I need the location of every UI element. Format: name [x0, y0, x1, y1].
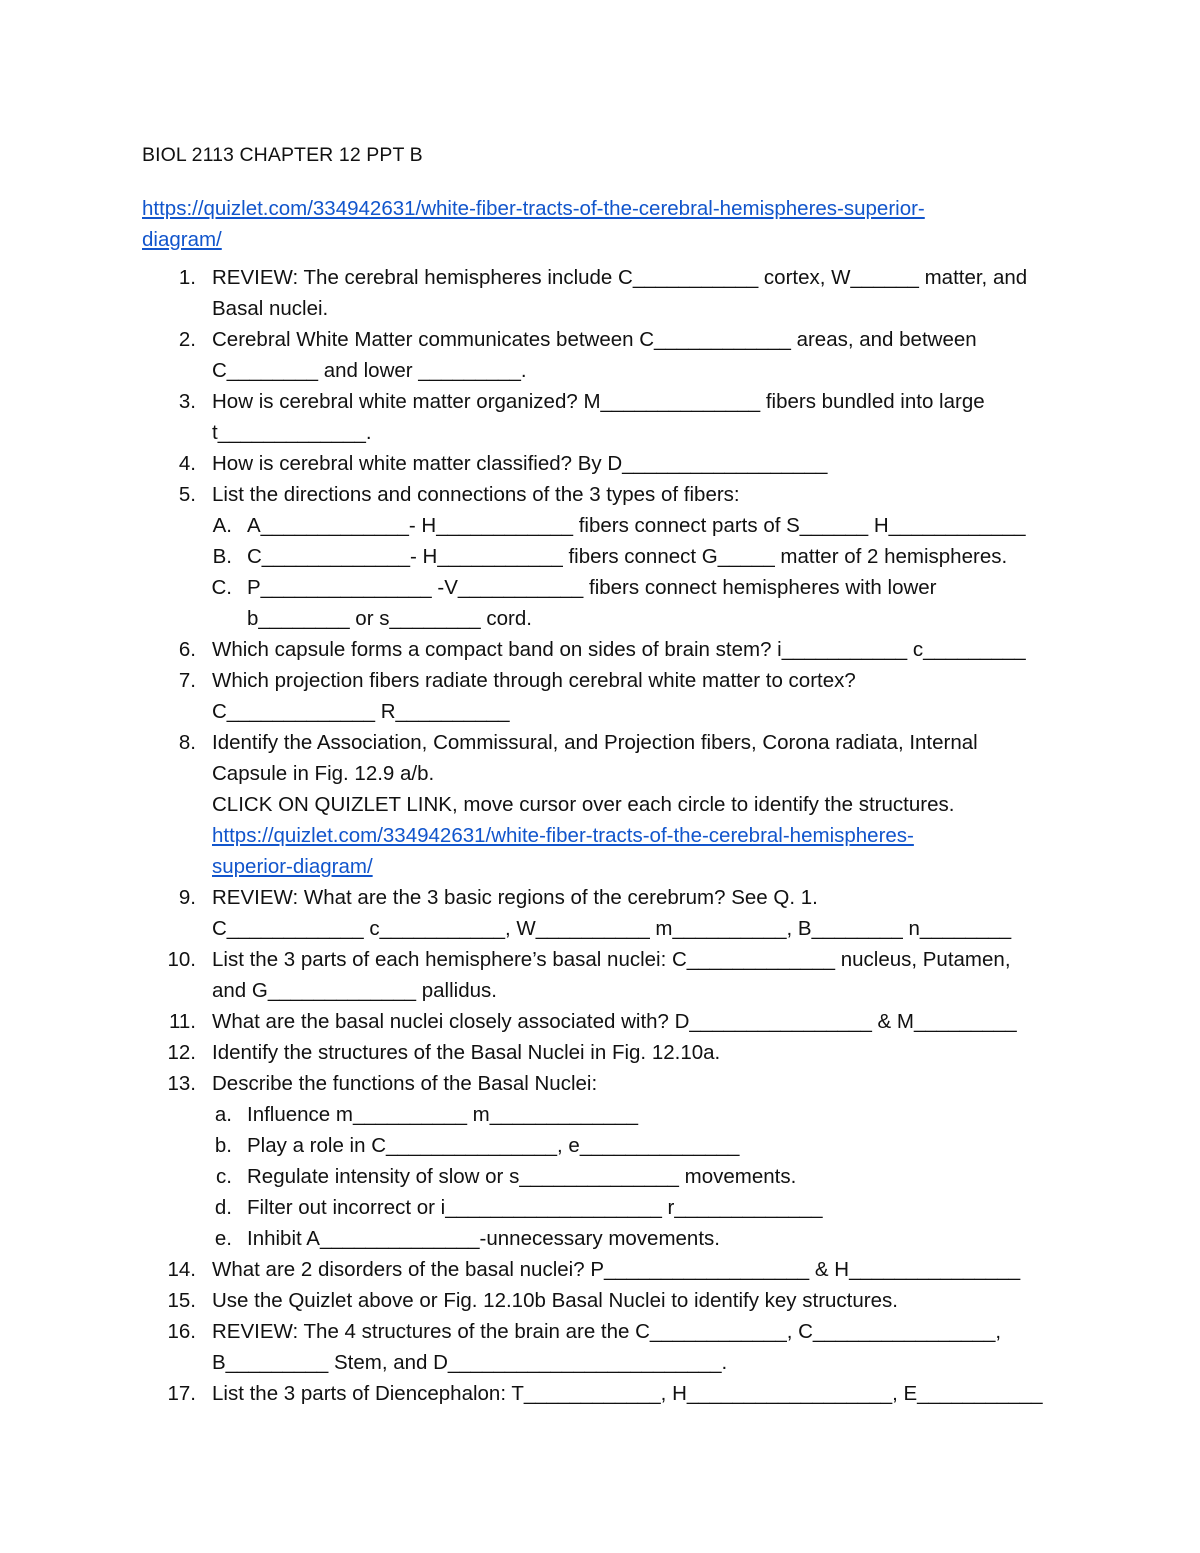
- sub-item-letter: d.: [214, 1196, 232, 1219]
- question-number: 4.: [178, 452, 196, 475]
- question-text: REVIEW: The 4 structures of the brain are the C____________, C________________,: [212, 1320, 1002, 1343]
- question-text: CLICK ON QUIZLET LINK, move cursor over each circle to identify the structures.: [212, 793, 955, 816]
- question-number: 1.: [178, 266, 196, 289]
- question-text: Identify the structures of the Basal Nuclei in Fig. 12.10a.: [212, 1041, 721, 1064]
- question-text: C_____________ R__________: [212, 700, 510, 723]
- question-text: What are 2 disorders of the basal nuclei? P__________________ & H_______________: [212, 1258, 1021, 1281]
- question-text: C____________ c___________, W__________ m__________, B________ n________: [212, 917, 1012, 940]
- question-number: 6.: [178, 638, 196, 661]
- question-number: 8.: [178, 731, 196, 754]
- question-text: REVIEW: The cerebral hemispheres include C___________ cortex, W______ matter, and: [212, 266, 1028, 289]
- quizlet-link-line-2[interactable]: diagram/: [142, 228, 222, 251]
- sub-item-text: C_____________- H___________ fibers connect G_____ matter of 2 hemispheres.: [247, 545, 1008, 568]
- question-text: Describe the functions of the Basal Nuclei:: [212, 1072, 598, 1095]
- question-text: t_____________.: [212, 421, 372, 444]
- question-text: What are the basal nuclei closely associated with? D________________ & M_________: [212, 1010, 1017, 1033]
- quizlet-link-line-1[interactable]: https://quizlet.com/334942631/white-fiber-tracts-of-the-cerebral-hemispheres-superior-: [142, 197, 925, 220]
- question-text: Cerebral White Matter communicates between C____________ areas, and between: [212, 328, 977, 351]
- sub-item-text: Filter out incorrect or i___________________ r_____________: [247, 1196, 823, 1219]
- page-title: BIOL 2113 CHAPTER 12 PPT B: [142, 144, 423, 166]
- quizlet-inline-link[interactable]: https://quizlet.com/334942631/white-fiber-tracts-of-the-cerebral-hemispheres-: [212, 824, 914, 847]
- sub-item-text: Regulate intensity of slow or s______________ movements.: [247, 1165, 797, 1188]
- question-number: 12.: [167, 1041, 196, 1064]
- sub-item-text: Inhibit A______________-unnecessary movements.: [247, 1227, 720, 1250]
- question-text: How is cerebral white matter organized? M______________ fibers bundled into large: [212, 390, 985, 413]
- question-text: Identify the Association, Commissural, and Projection fibers, Corona radiata, Internal: [212, 731, 978, 754]
- sub-item-text: Influence m__________ m_____________: [247, 1103, 638, 1126]
- question-text: List the directions and connections of the 3 types of fibers:: [212, 483, 740, 506]
- question-number: 9.: [178, 886, 196, 909]
- question-number: 17.: [167, 1382, 196, 1405]
- question-number: 15.: [167, 1289, 196, 1312]
- quizlet-inline-link[interactable]: superior-diagram/: [212, 855, 373, 878]
- sub-item-letter: B.: [212, 545, 232, 568]
- sub-item-letter: A.: [212, 514, 232, 537]
- question-text: Basal nuclei.: [212, 297, 329, 320]
- question-number: 2.: [178, 328, 196, 351]
- question-text: REVIEW: What are the 3 basic regions of the cerebrum? See Q. 1.: [212, 886, 818, 909]
- question-text: Use the Quizlet above or Fig. 12.10b Basal Nuclei to identify key structures.: [212, 1289, 898, 1312]
- sub-item-letter: a.: [214, 1103, 232, 1126]
- question-text: Capsule in Fig. 12.9 a/b.: [212, 762, 435, 785]
- sub-item-letter: e.: [214, 1227, 232, 1250]
- question-text: and G_____________ pallidus.: [212, 979, 497, 1002]
- question-number: 13.: [167, 1072, 196, 1095]
- question-text: List the 3 parts of Diencephalon: T____________, H__________________, E___________: [212, 1382, 1043, 1405]
- question-number: 7.: [178, 669, 196, 692]
- question-number: 16.: [167, 1320, 196, 1343]
- sub-item-text: P_______________ -V___________ fibers connect hemispheres with lower: [247, 576, 937, 599]
- question-text: Which projection fibers radiate through cerebral white matter to cortex?: [212, 669, 856, 692]
- sub-item-letter: C.: [211, 576, 232, 599]
- sub-item-letter: c.: [216, 1165, 232, 1188]
- question-text: How is cerebral white matter classified? By D__________________: [212, 452, 828, 475]
- question-text: List the 3 parts of each hemisphere’s basal nuclei: C_____________ nucleus, Putamen,: [212, 948, 1011, 971]
- question-number: 5.: [178, 483, 196, 506]
- question-number: 10.: [167, 948, 196, 971]
- sub-item-text: A_____________- H____________ fibers connect parts of S______ H____________: [247, 514, 1026, 537]
- quizlet-link[interactable]: [142, 193, 1042, 255]
- question-text: C________ and lower _________.: [212, 359, 527, 382]
- question-number: 3.: [178, 390, 196, 413]
- question-number: 11.: [169, 1010, 196, 1033]
- question-text: B_________ Stem, and D________________________.: [212, 1351, 728, 1374]
- sub-item-letter: b.: [214, 1134, 232, 1157]
- question-number: 14.: [167, 1258, 196, 1281]
- sub-item-text: Play a role in C_______________, e______________: [247, 1134, 740, 1157]
- question-text: Which capsule forms a compact band on sides of brain stem? i___________ c_________: [212, 638, 1026, 661]
- sub-item-text: b________ or s________ cord.: [247, 607, 532, 630]
